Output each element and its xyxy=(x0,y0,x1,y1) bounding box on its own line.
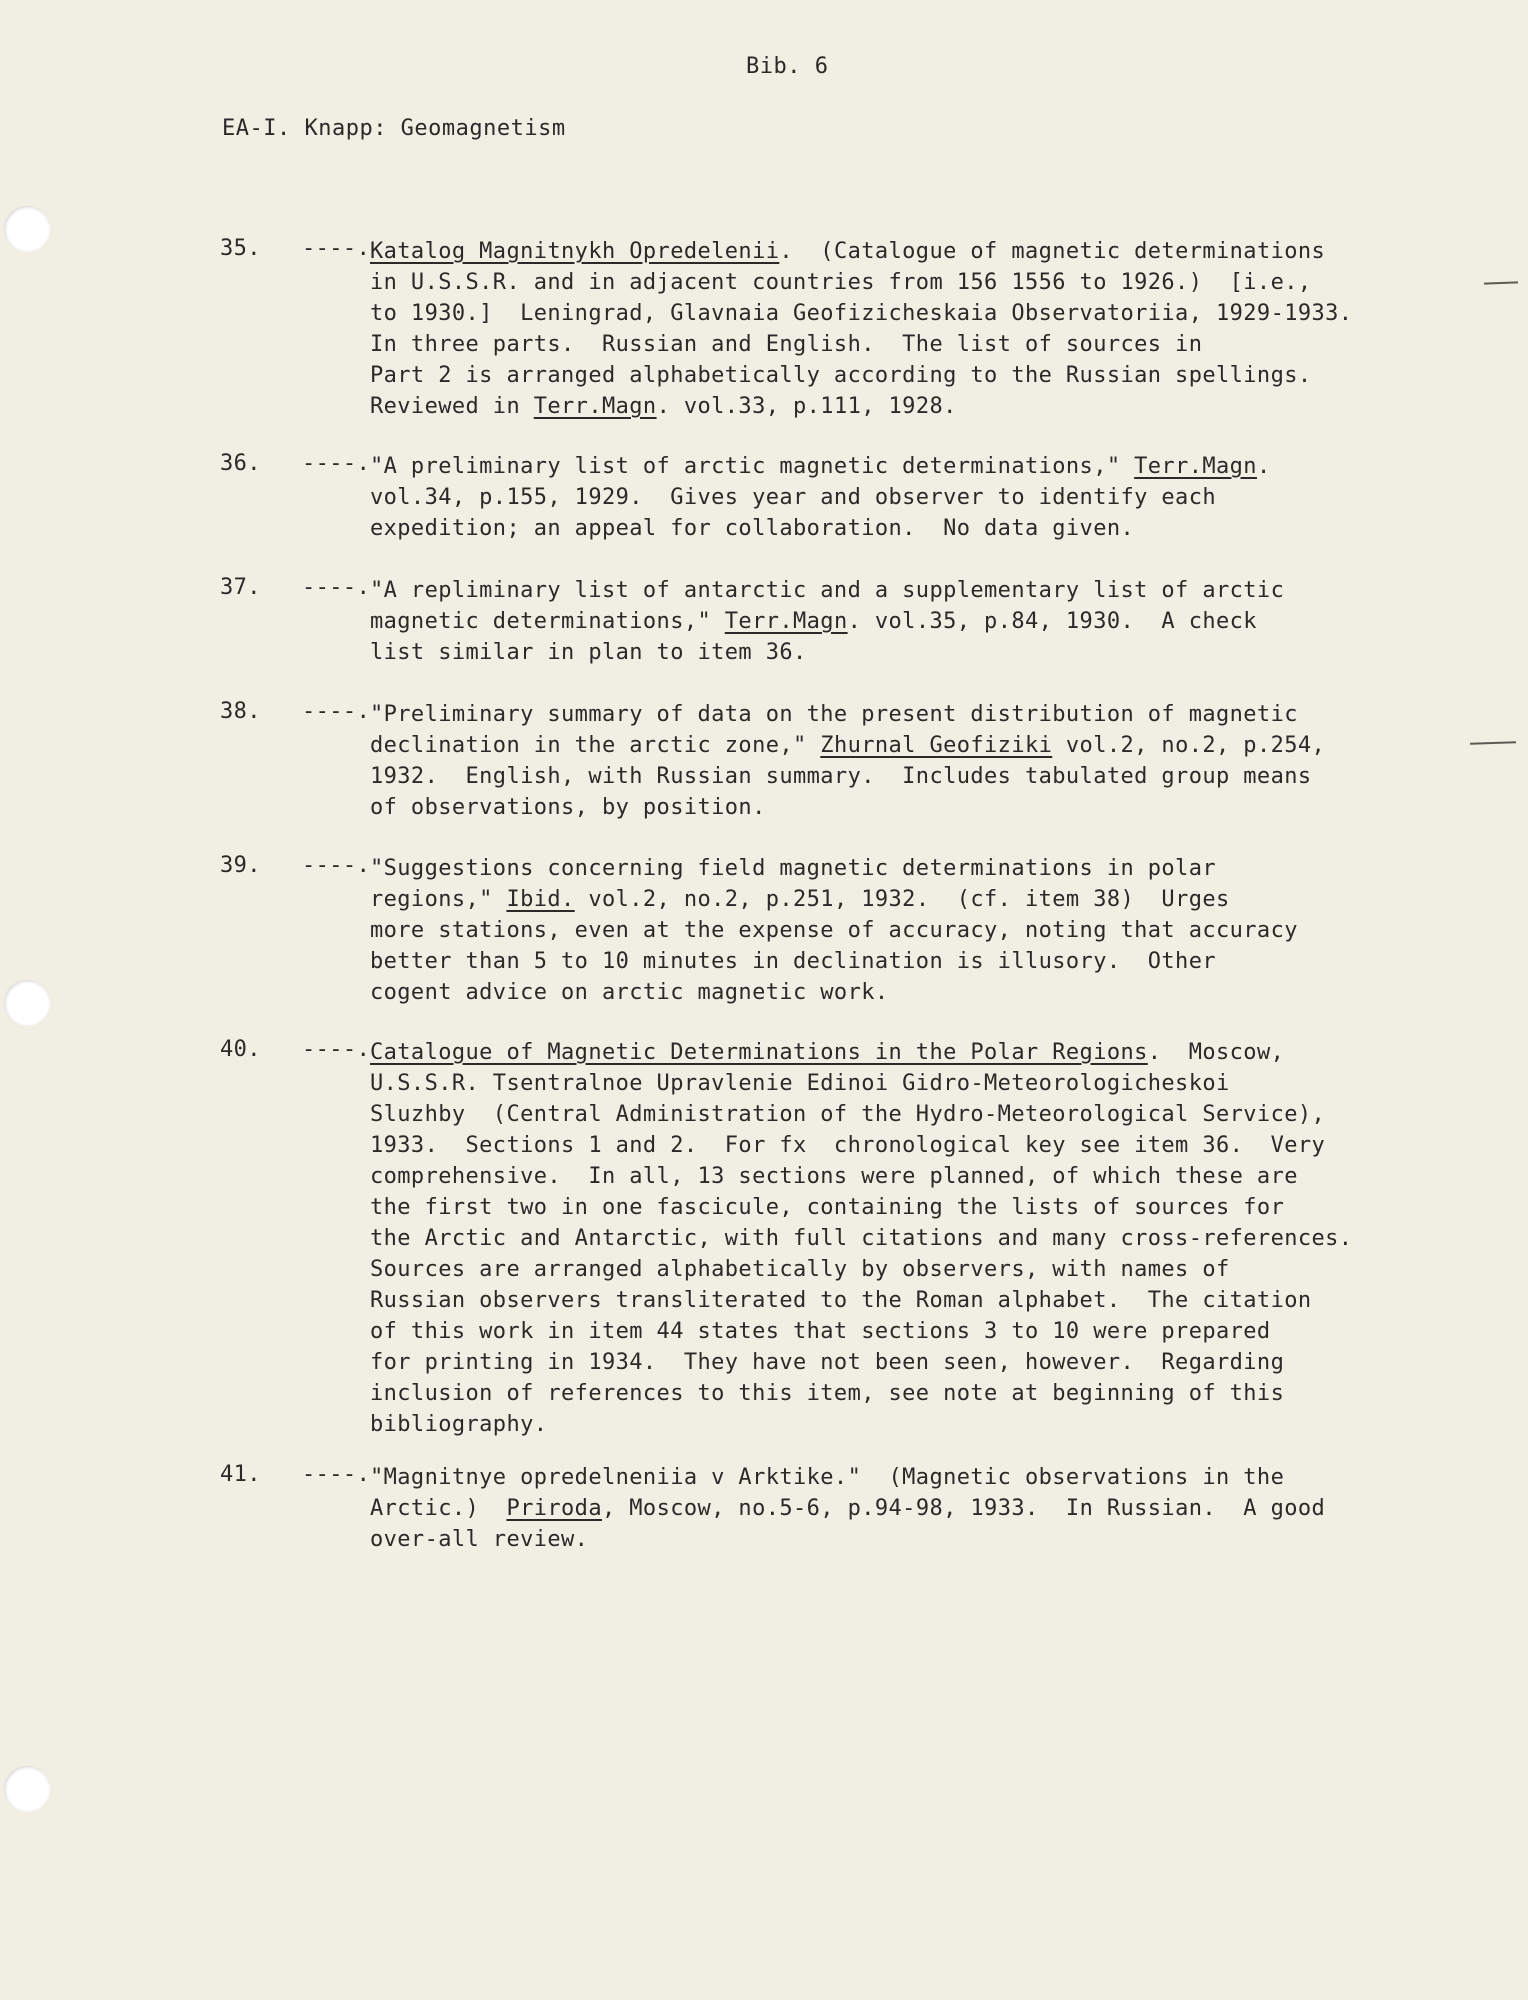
entry-text-segment: cogent advice on arctic magnetic work. xyxy=(370,980,889,1005)
entry-text-segment: vol.2, no.2, p.254, xyxy=(1052,733,1326,758)
entry-text-segment: "Preliminary summary of data on the present distribution of magnetic xyxy=(370,702,1298,727)
entry-text xyxy=(370,451,1480,544)
entry-line xyxy=(370,513,1480,544)
entry-text-segment: declination in the arctic zone," xyxy=(370,733,821,758)
entry-author-dash: ----. xyxy=(302,1037,371,1062)
entry-text-segment: more stations, even at the expense of accuracy, noting that accuracy xyxy=(370,918,1298,943)
entry-text-segment: the first two in one fascicule, containing the lists of sources for xyxy=(370,1195,1285,1220)
entry-line xyxy=(370,329,1480,360)
margin-pencil-mark xyxy=(1484,281,1518,284)
entry-text-segment: 1933. Sections 1 and 2. For fx chronological key see item 36. Very xyxy=(370,1133,1326,1158)
entry-text-segment: inclusion of references to this item, see note at beginning of this xyxy=(370,1381,1285,1406)
entry-text-segment: over-all review. xyxy=(370,1527,589,1552)
entry-text-segment: Reviewed in xyxy=(370,394,534,419)
entry-text-segment: In three parts. Russian and English. The list of sources in xyxy=(370,332,1203,357)
entry-line xyxy=(370,761,1480,792)
entry-text-segment: 1932. English, with Russian summary. Includes tabulated group means xyxy=(370,764,1312,789)
entry-text-segment: Part 2 is arranged alphabetically according to the Russian spellings. xyxy=(370,363,1312,388)
entry-number: 36. xyxy=(220,451,261,476)
entry-line xyxy=(370,1037,1480,1068)
entry-line xyxy=(370,606,1480,637)
entry-line xyxy=(370,298,1480,329)
entry-text-segment: of this work in item 44 states that sections 3 to 10 were prepared xyxy=(370,1319,1271,1344)
entry-line xyxy=(370,915,1480,946)
entry-number: 40. xyxy=(220,1037,261,1062)
entry-text-segment: of observations, by position. xyxy=(370,795,766,820)
entry-text-segment: . (Catalogue of magnetic determinations xyxy=(779,239,1326,264)
entry-number: 38. xyxy=(220,699,261,724)
underlined-title: Catalogue of Magnetic Determinations in the Polar Regions xyxy=(370,1040,1148,1065)
entry-line xyxy=(370,451,1480,482)
entry-number: 39. xyxy=(220,853,261,878)
entry-text-segment: Sluzhby (Central Administration of the Hydro-Meteorological Service), xyxy=(370,1102,1326,1127)
underlined-title: Terr.Magn xyxy=(724,609,848,634)
margin-pencil-mark xyxy=(1470,741,1516,745)
underlined-title: Zhurnal Geofiziki xyxy=(820,733,1053,758)
entry-number: 41. xyxy=(220,1462,261,1487)
entry-line xyxy=(370,730,1480,761)
entry-text-segment: list similar in plan to item 36. xyxy=(370,640,807,665)
entry-line xyxy=(370,1161,1480,1192)
entry-text-segment: the Arctic and Antarctic, with full citations and many cross-references. xyxy=(370,1226,1353,1251)
entry-line xyxy=(370,1254,1480,1285)
entry-line xyxy=(370,1378,1480,1409)
entry-text-segment: better than 5 to 10 minutes in declination is illusory. Other xyxy=(370,949,1216,974)
entry-text-segment: "A preliminary list of arctic magnetic determinations," xyxy=(370,454,1135,479)
entry-author-dash: ----. xyxy=(302,451,371,476)
entry-text-segment: for printing in 1934. They have not been seen, however. Regarding xyxy=(370,1350,1285,1375)
entry-line xyxy=(370,1130,1480,1161)
entry-text-segment: "A repliminary list of antarctic and a supplementary list of arctic xyxy=(370,578,1285,603)
entry-line xyxy=(370,1223,1480,1254)
entry-line xyxy=(370,391,1480,422)
entry-text-segment: to 1930.] Leningrad, Glavnaia Geofizicheskaia Observatoriia, 1929-1933. xyxy=(370,301,1353,326)
underlined-title: Katalog Magnitnykh Opredelenii xyxy=(370,239,780,264)
entry-text-segment: bibliography. xyxy=(370,1412,548,1437)
entry-line xyxy=(370,1409,1480,1440)
entry-text-segment: U.S.S.R. Tsentralnoe Upravlenie Edinoi Gidro-Meteorologicheskoi xyxy=(370,1071,1230,1096)
entry-author-dash: ----. xyxy=(302,1462,371,1487)
underlined-title: Ibid. xyxy=(506,887,575,912)
entry-text-segment: . Moscow, xyxy=(1147,1040,1285,1065)
entry-line xyxy=(370,1493,1480,1524)
underlined-title: Terr.Magn xyxy=(533,394,657,419)
entry-line xyxy=(370,1068,1480,1099)
entry-line xyxy=(370,1524,1480,1555)
entry-line xyxy=(370,946,1480,977)
entry-line xyxy=(370,884,1480,915)
entry-text-segment: . vol.35, p.84, 1930. A check xyxy=(847,609,1257,634)
entry-text xyxy=(370,853,1480,1008)
entry-line xyxy=(370,575,1480,606)
punch-hole xyxy=(4,206,50,252)
entry-author-dash: ----. xyxy=(302,699,371,724)
entry-line xyxy=(370,267,1480,298)
entry-line xyxy=(370,360,1480,391)
entry-line xyxy=(370,1192,1480,1223)
entry-line xyxy=(370,792,1480,823)
entry-text-segment: . vol.33, p.111, 1928. xyxy=(656,394,957,419)
section-header: EA-I. Knapp: Geomagnetism xyxy=(222,116,566,141)
entry-number: 35. xyxy=(220,236,261,261)
entry-line xyxy=(370,1316,1480,1347)
entry-text-segment: Arctic.) xyxy=(370,1496,507,1521)
entry-line xyxy=(370,977,1480,1008)
entry-text-segment: regions," xyxy=(370,887,507,912)
entry-text-segment: magnetic determinations," xyxy=(370,609,725,634)
entry-line xyxy=(370,1285,1480,1316)
entry-text xyxy=(370,1037,1480,1440)
entry-text-segment: "Magnitnye opredelneniia v Arktike." (Magnetic observations in the xyxy=(370,1465,1285,1490)
entry-line xyxy=(370,853,1480,884)
entry-text xyxy=(370,699,1480,823)
entry-text-segment: , Moscow, no.5-6, p.94-98, 1933. In Russian. A good xyxy=(601,1496,1326,1521)
underlined-title: Terr.Magn xyxy=(1134,454,1257,479)
entry-line xyxy=(370,1347,1480,1378)
entry-text-segment: in U.S.S.R. and in adjacent countries from 156 1556 to 1926.) [i.e., xyxy=(370,270,1312,295)
punch-hole xyxy=(4,980,50,1026)
entry-text-segment: vol.34, p.155, 1929. Gives year and observer to identify each xyxy=(370,485,1216,510)
entry-author-dash: ----. xyxy=(302,236,371,261)
entry-text-segment: "Suggestions concerning field magnetic determinations in polar xyxy=(370,856,1216,881)
page-number: Bib. 6 xyxy=(746,54,829,79)
entry-text xyxy=(370,1462,1480,1555)
entry-text-segment: comprehensive. In all, 13 sections were planned, of which these are xyxy=(370,1164,1298,1189)
entry-text-segment: Russian observers transliterated to the Roman alphabet. The citation xyxy=(370,1288,1312,1313)
entry-text-segment: . xyxy=(1256,454,1271,479)
entry-text-segment: expedition; an appeal for collaboration. No data given. xyxy=(370,516,1135,541)
entry-line xyxy=(370,482,1480,513)
entry-author-dash: ----. xyxy=(302,853,371,878)
entry-author-dash: ----. xyxy=(302,575,371,600)
entry-line xyxy=(370,637,1480,668)
entry-text-segment: Sources are arranged alphabetically by observers, with names of xyxy=(370,1257,1230,1282)
entry-text xyxy=(370,236,1480,422)
entry-text xyxy=(370,575,1480,668)
underlined-title: Priroda xyxy=(506,1496,602,1521)
entry-line xyxy=(370,1462,1480,1493)
entry-number: 37. xyxy=(220,575,261,600)
entry-text-segment: vol.2, no.2, p.251, 1932. (cf. item 38) Urges xyxy=(574,887,1230,912)
entry-line xyxy=(370,236,1480,267)
entry-line xyxy=(370,699,1480,730)
entry-line xyxy=(370,1099,1480,1130)
punch-hole xyxy=(4,1766,50,1812)
